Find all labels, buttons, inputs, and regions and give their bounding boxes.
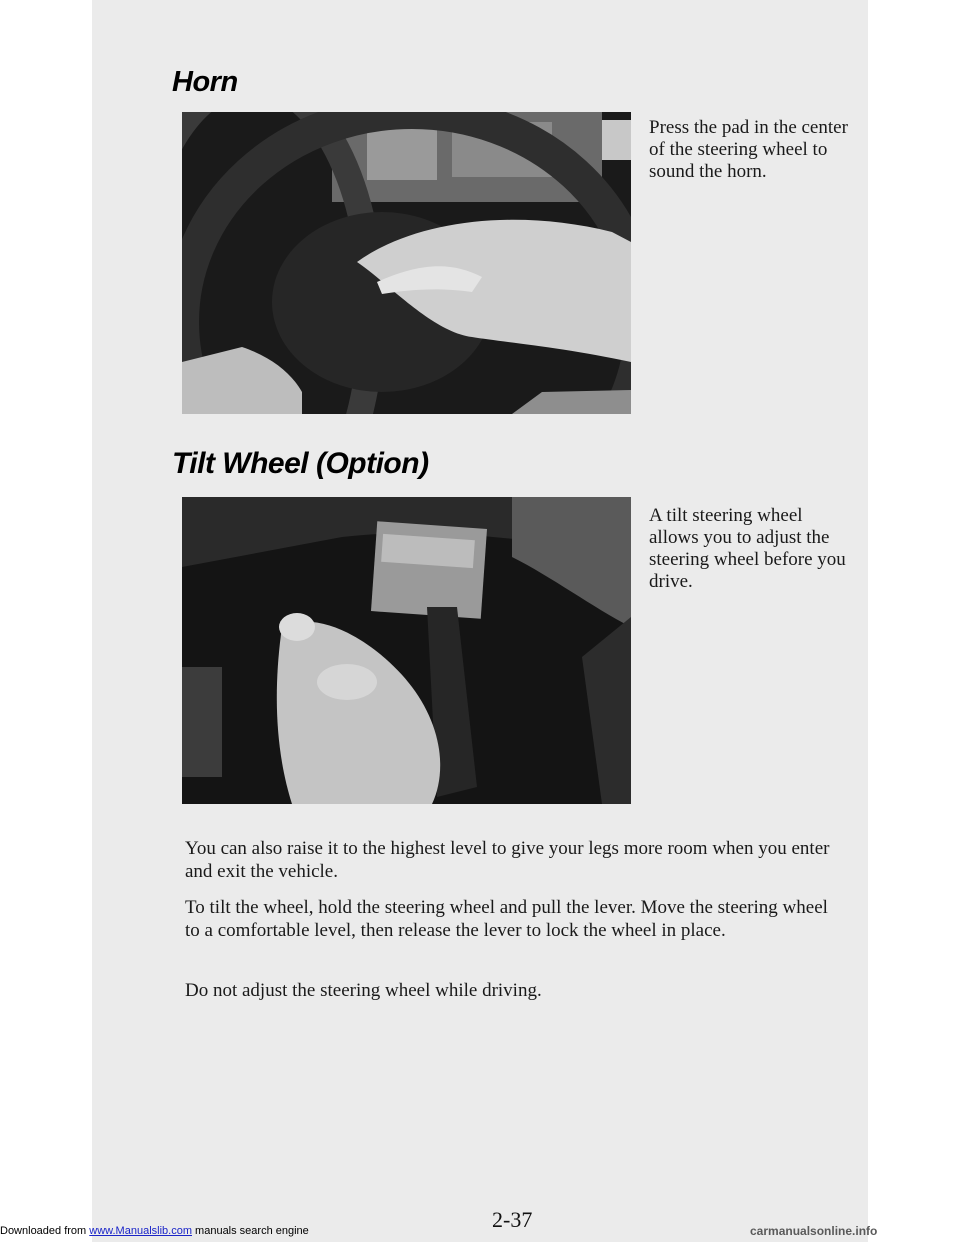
footer-suffix: manuals search engine <box>195 1225 309 1237</box>
manualslib-link[interactable]: www.Manualslib.com <box>89 1225 192 1237</box>
horn-photo <box>182 112 631 414</box>
footer-prefix: Downloaded from <box>0 1225 87 1237</box>
horn-caption: Press the pad in the center of the steering wheel to sound the horn. <box>649 117 848 182</box>
page-number: 2-37 <box>492 1207 533 1232</box>
watermark: carmanualsonline.info <box>750 1224 878 1238</box>
body-paragraph-warning: Do not adjust the steering wheel while driving. <box>185 980 542 1001</box>
body-paragraph-legroom: You can also raise it to the highest level to give your legs more room when you enter and exit the vehicle. <box>185 838 830 882</box>
horn-heading: Horn <box>172 66 238 98</box>
download-footer <box>0 1225 309 1237</box>
tilt-wheel-photo <box>182 497 631 804</box>
tilt-wheel-heading: Tilt Wheel (Option) <box>172 447 429 480</box>
tilt-wheel-caption: A tilt steering wheel allows you to adjust the steering wheel before you drive. <box>649 505 846 592</box>
body-paragraph-how-to-tilt: To tilt the wheel, hold the steering wheel and pull the lever. Move the steering wheel to a comfortable level, then release the lever to lock the wheel in place. <box>185 897 828 941</box>
